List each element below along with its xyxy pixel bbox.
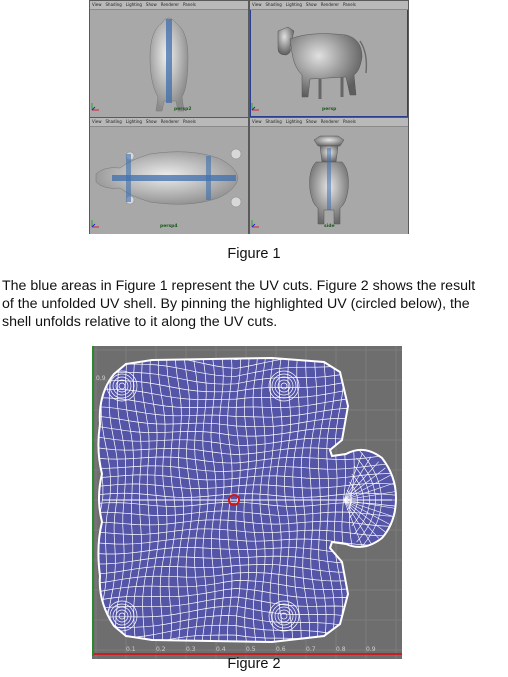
menu-show[interactable]: Show <box>145 2 157 7</box>
menu-shading[interactable]: Shading <box>105 2 122 7</box>
cow-model-front-view <box>250 126 408 234</box>
viewport-side[interactable] <box>250 118 408 234</box>
u-tick-0-1: 0.1 <box>126 646 136 653</box>
menu-panels[interactable]: Panels <box>342 2 356 7</box>
axis-gizmo-icon <box>90 102 100 112</box>
axis-gizmo-icon <box>250 219 260 229</box>
menu-shading[interactable]: Shading <box>105 119 122 124</box>
body-line-1: The blue areas in Figure 1 represent the UV cuts. Figure 2 shows the result <box>2 278 476 294</box>
viewport-camera-label: side <box>324 224 335 229</box>
u-tick-0-2: 0.2 <box>156 646 166 653</box>
menu-lighting[interactable]: Lighting <box>125 2 142 7</box>
body-line-2: of the unfolded UV shell. By pinning the highlighted UV (circled below), the <box>2 296 470 312</box>
uv-editor-canvas[interactable] <box>92 346 402 659</box>
menu-renderer[interactable]: Renderer <box>320 2 339 7</box>
menu-show[interactable]: Show <box>145 119 157 124</box>
menu-shading[interactable]: Shading <box>265 2 282 7</box>
u-tick-0-7: 0.7 <box>306 646 316 653</box>
body-paragraph <box>2 277 506 331</box>
menu-lighting[interactable]: Lighting <box>285 119 302 124</box>
menu-show[interactable]: Show <box>305 119 317 124</box>
cow-model-perspective-view <box>250 9 408 117</box>
cow-model-underside-view <box>90 126 248 234</box>
menu-panels[interactable]: Panels <box>182 2 196 7</box>
menu-panels[interactable]: Panels <box>342 119 356 124</box>
figure-1-maya-viewports <box>89 0 409 234</box>
menu-view[interactable]: View <box>252 119 262 124</box>
cow-model-top-view <box>90 9 248 117</box>
menu-shading[interactable]: Shading <box>265 119 282 124</box>
axis-gizmo-icon <box>250 102 260 112</box>
menu-lighting[interactable]: Lighting <box>125 119 142 124</box>
viewport-persp4[interactable] <box>90 118 248 234</box>
viewport-camera-label: persp2 <box>174 107 192 112</box>
menu-renderer[interactable]: Renderer <box>320 119 339 124</box>
menu-view[interactable]: View <box>252 2 262 7</box>
figure-2-uv-editor[interactable] <box>92 346 402 659</box>
menu-renderer[interactable]: Renderer <box>160 119 179 124</box>
menu-renderer[interactable]: Renderer <box>160 2 179 7</box>
menu-panels[interactable]: Panels <box>182 119 196 124</box>
u-tick-0-4: 0.4 <box>216 646 226 653</box>
u-tick-0-6: 0.6 <box>276 646 286 653</box>
menu-lighting[interactable]: Lighting <box>285 2 302 7</box>
menu-view[interactable]: View <box>92 2 102 7</box>
viewport-camera-label: persp <box>322 107 337 112</box>
menu-show[interactable]: Show <box>305 2 317 7</box>
figure-1-caption: Figure 1 <box>227 246 281 262</box>
v-tick-0-9: 0.9 <box>96 375 106 382</box>
axis-gizmo-icon <box>90 219 100 229</box>
u-tick-0-3: 0.3 <box>186 646 196 653</box>
u-tick-0-9: 0.9 <box>366 646 376 653</box>
u-tick-0-8: 0.8 <box>336 646 346 653</box>
viewport-camera-label: persp4 <box>160 224 178 229</box>
unfolded-uv-shell[interactable] <box>92 346 398 659</box>
menu-view[interactable]: View <box>92 119 102 124</box>
viewport-persp[interactable] <box>250 1 408 117</box>
u-tick-0-5: 0.5 <box>246 646 256 653</box>
body-line-3: shell unfolds relative to it along the UV cuts. <box>2 314 278 330</box>
figure-2-caption: Figure 2 <box>227 656 281 672</box>
viewport-persp2[interactable] <box>90 1 248 117</box>
